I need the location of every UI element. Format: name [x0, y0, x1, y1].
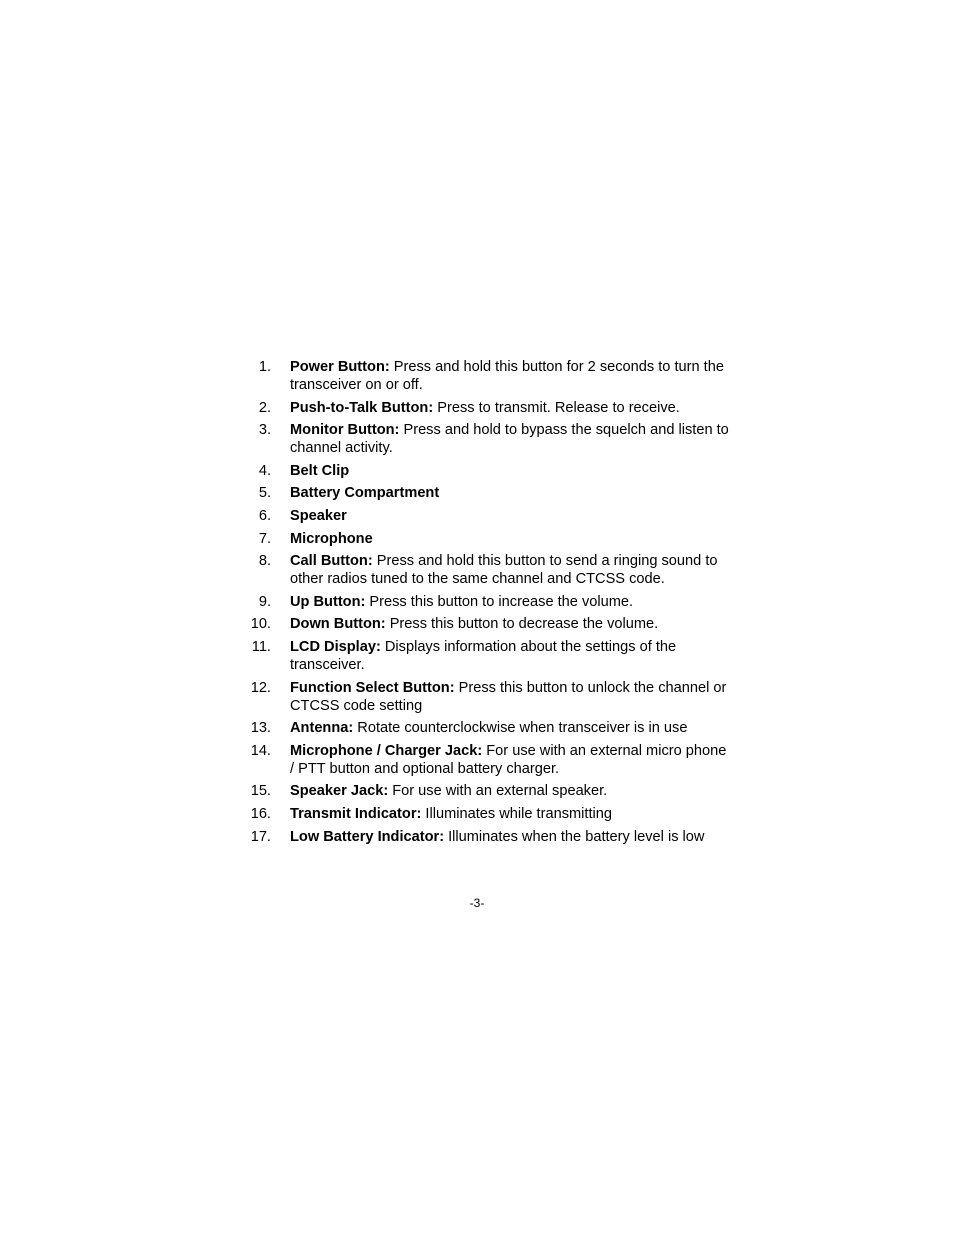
item-description: For use with an external speaker. — [388, 783, 608, 800]
item-term: Monitor Button: — [290, 422, 400, 439]
item-term: LCD Display: — [290, 638, 381, 655]
list-item — [244, 828, 734, 846]
item-term: Power Button: — [290, 359, 390, 375]
list-item — [244, 399, 734, 417]
list-item — [244, 462, 734, 480]
list-item — [244, 484, 734, 502]
item-term: Transmit Indicator: — [290, 805, 422, 822]
list-item — [244, 782, 734, 800]
list-item — [244, 593, 734, 611]
item-number: 17. — [250, 828, 271, 845]
item-description: For use with an external micro phone / PTT button and optional battery charger. — [290, 742, 727, 777]
list-item — [244, 358, 734, 394]
item-description: Press and hold to bypass the squelch and listen to channel activity. — [290, 422, 729, 457]
list-item — [244, 638, 734, 674]
item-term: Push-to-Talk Button: — [290, 399, 434, 416]
item-number: 13. — [250, 720, 271, 737]
item-number: 10. — [250, 616, 271, 633]
item-description: Press and hold this button to send a ringing sound to other radios tuned to the same channel and CTCSS code. — [290, 553, 718, 588]
item-term: Speaker — [290, 507, 347, 524]
item-number: 16. — [250, 805, 271, 822]
list-item — [244, 615, 734, 633]
item-term: Down Button: — [290, 616, 386, 633]
item-term: Function Select Button: — [290, 679, 455, 696]
list-item — [244, 530, 734, 548]
list-item — [244, 805, 734, 823]
item-term: Battery Compartment — [290, 485, 440, 502]
item-number: 2. — [258, 399, 271, 416]
item-description: Illuminates while transmitting — [421, 805, 612, 822]
list-item — [244, 507, 734, 525]
item-description: Press this button to unlock the channel or CTCSS code setting — [290, 679, 727, 714]
item-term: Up Button: — [290, 593, 366, 610]
item-term: Antenna: — [290, 720, 354, 737]
item-description: Illuminates when the battery level is low — [444, 828, 705, 845]
item-description: Press this button to increase the volume. — [365, 593, 634, 610]
item-term: Belt Clip — [290, 462, 350, 479]
page-number: -3- — [469, 896, 485, 910]
list-item — [244, 679, 734, 715]
item-number: 6. — [258, 507, 271, 524]
item-term: Speaker Jack: — [290, 783, 389, 800]
item-number: 14. — [250, 742, 271, 759]
item-number: 1. — [258, 359, 271, 375]
item-number: 8. — [258, 553, 271, 570]
item-term: Microphone / Charger Jack: — [290, 742, 483, 759]
item-number: 15. — [250, 783, 271, 800]
item-description: Press this button to decrease the volume. — [385, 616, 659, 633]
list-item — [244, 552, 734, 588]
item-description: Press to transmit. Release to receive. — [433, 399, 680, 416]
item-description: Displays information about the settings of the transceiver. — [290, 638, 677, 673]
item-number: 11. — [251, 638, 271, 655]
list-item — [244, 421, 734, 457]
item-description: Press and hold this button for 2 seconds to turn the transceiver on or off. — [290, 359, 724, 393]
item-number: 7. — [258, 530, 271, 547]
item-term: Low Battery Indicator: — [290, 828, 445, 845]
item-number: 9. — [258, 593, 271, 610]
item-term: Call Button: — [290, 553, 373, 570]
item-number: 12. — [250, 679, 271, 696]
item-number: 5. — [258, 485, 271, 502]
item-number: 3. — [258, 422, 271, 439]
item-description: Rotate counterclockwise when transceiver is in use — [353, 720, 688, 737]
list-item — [244, 719, 734, 737]
component-list — [244, 358, 734, 850]
item-number: 4. — [258, 462, 271, 479]
item-term: Microphone — [290, 530, 373, 547]
list-item — [244, 742, 734, 778]
